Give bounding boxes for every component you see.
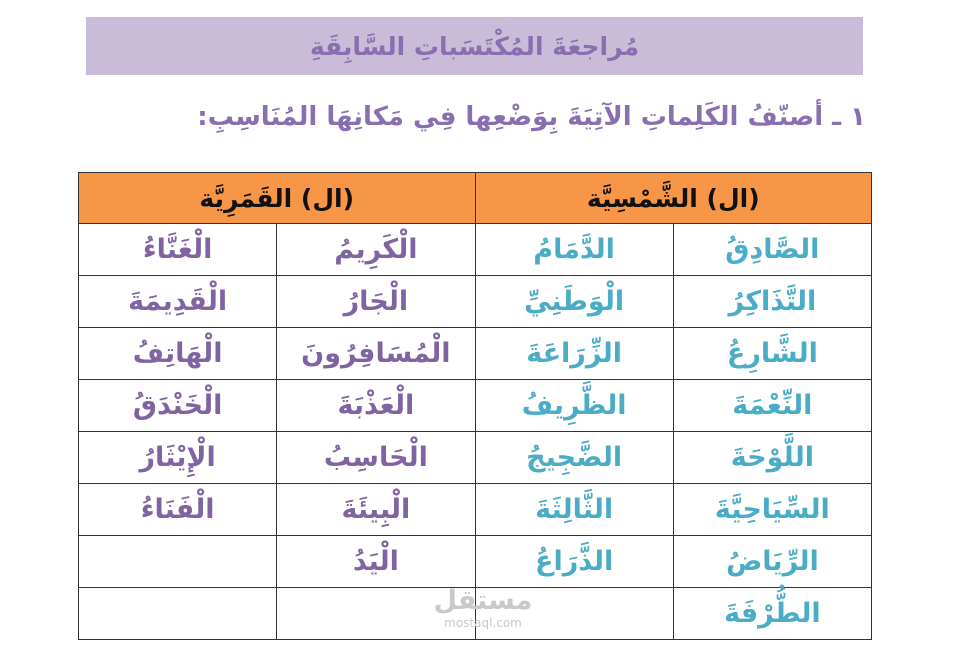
table-cell: الْغَنَّاءُ	[79, 224, 277, 276]
table-row	[79, 484, 872, 536]
table-cell: الْوَطَنِيِّ	[475, 276, 673, 328]
table-cell: الْخَنْدَقُ	[79, 380, 277, 432]
table-cell: اللَّوْحَةَ	[673, 432, 871, 484]
table-cell: الطُّرْفَةَ	[673, 588, 871, 640]
header-shamsi: (ال) الشَّمْسِيَّة	[475, 173, 872, 224]
page-title: مُراجعَةَ المُكْتَسَباتِ السَّابِقَةِ	[309, 31, 640, 61]
table-row	[79, 276, 872, 328]
table-cell: الشَّارِعُ	[673, 328, 871, 380]
table-cell: التَّذَاكِرُ	[673, 276, 871, 328]
watermark-latin: mostaql.com	[444, 616, 522, 630]
table-cell: الْمُسَافِرُونَ	[277, 328, 475, 380]
table-row	[79, 380, 872, 432]
table-cell: الصَّادِقُ	[673, 224, 871, 276]
table-cell: الرِّيَاضُ	[673, 536, 871, 588]
classification-table	[78, 172, 872, 640]
table-row	[79, 432, 872, 484]
table-cell	[277, 588, 475, 640]
table-cell: الزِّرَاعَةَ	[475, 328, 673, 380]
table-row	[79, 588, 872, 640]
table-cell	[79, 588, 277, 640]
watermark-arabic: مستقل	[433, 585, 533, 616]
table-cell: الدَّمَامُ	[475, 224, 673, 276]
header-qamari: (ال) القَمَرِيَّة	[79, 173, 476, 224]
title-banner	[86, 17, 863, 75]
instruction-text: ١ ـ أصنّفُ الكَلِماتِ الآتِيَةَ بِوَضْعِها فِي مَكانِهَا المُنَاسِبِ:	[197, 102, 866, 132]
table-cell: الْكَرِيمُ	[277, 224, 475, 276]
table-cell: الظَّرِيفُ	[475, 380, 673, 432]
table-cell: السِّيَاحِيَّةَ	[673, 484, 871, 536]
table-cell: النِّعْمَةَ	[673, 380, 871, 432]
table-cell: الْحَاسِبُ	[277, 432, 475, 484]
table-cell	[79, 536, 277, 588]
table-cell: الذَّرَاعُ	[475, 536, 673, 588]
table-cell: الْبِيئَةَ	[277, 484, 475, 536]
table-row	[79, 536, 872, 588]
table-row	[79, 328, 872, 380]
table-cell: الْإِيْثَارُ	[79, 432, 277, 484]
table-cell: الثَّالِثَةَ	[475, 484, 673, 536]
table-header-row	[79, 173, 872, 224]
table-row	[79, 224, 872, 276]
table-cell: الْقَدِيمَةَ	[79, 276, 277, 328]
table-cell: الْفَنَاءُ	[79, 484, 277, 536]
table-cell: الْجَارُ	[277, 276, 475, 328]
table-cell: الضَّجِيجُ	[475, 432, 673, 484]
table-cell: الْهَاتِفُ	[79, 328, 277, 380]
table-cell	[475, 588, 673, 640]
table-cell: الْعَذْبَةَ	[277, 380, 475, 432]
table-cell: الْيَدُ	[277, 536, 475, 588]
